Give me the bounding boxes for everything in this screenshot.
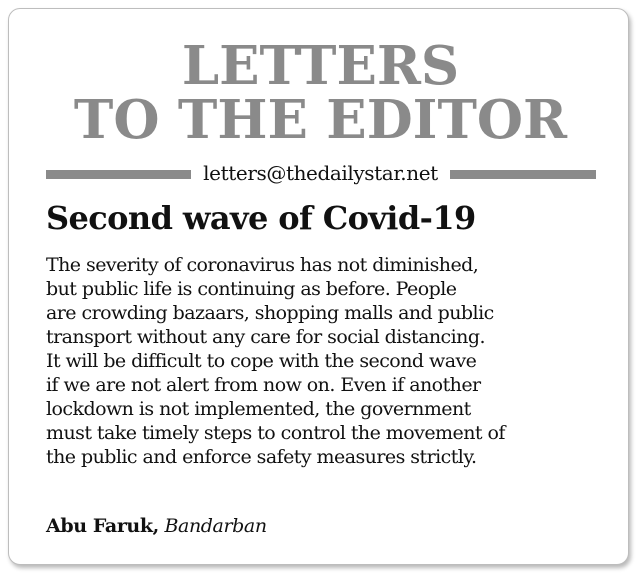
letter-body <box>46 253 606 469</box>
letter-body-line: transport without any care for social distancing. <box>46 326 485 348</box>
right-divider-bar <box>450 170 596 179</box>
letter-signature <box>46 513 267 539</box>
masthead-title-line-2: TO THE EDITOR <box>73 89 568 151</box>
letter-body-line: the public and enforce safety measures strictly. <box>46 446 477 468</box>
letter-body-line: but public life is continuing as before. People <box>46 278 457 300</box>
letter-headline: Second wave of Covid-19 <box>46 199 476 237</box>
author-location: Bandarban <box>164 515 267 537</box>
author-name: Abu Faruk, <box>46 515 159 537</box>
letter-body-line: lockdown is not implemented, the government <box>46 398 471 420</box>
email-row <box>46 160 596 186</box>
left-divider-bar <box>46 170 191 179</box>
editor-email: letters@thedailystar.net <box>203 161 438 185</box>
masthead-title-line-1: LETTERS <box>181 35 460 97</box>
letter-body-line: must take timely steps to control the movement of <box>46 422 505 444</box>
letter-body-line: if we are not alert from now on. Even if another <box>46 374 481 396</box>
letter-body-line: are crowding bazaars, shopping malls and public <box>46 302 494 324</box>
letter-body-line: The severity of coronavirus has not diminished, <box>46 254 479 276</box>
letter-body-line: It will be difficult to cope with the second wave <box>46 350 477 372</box>
